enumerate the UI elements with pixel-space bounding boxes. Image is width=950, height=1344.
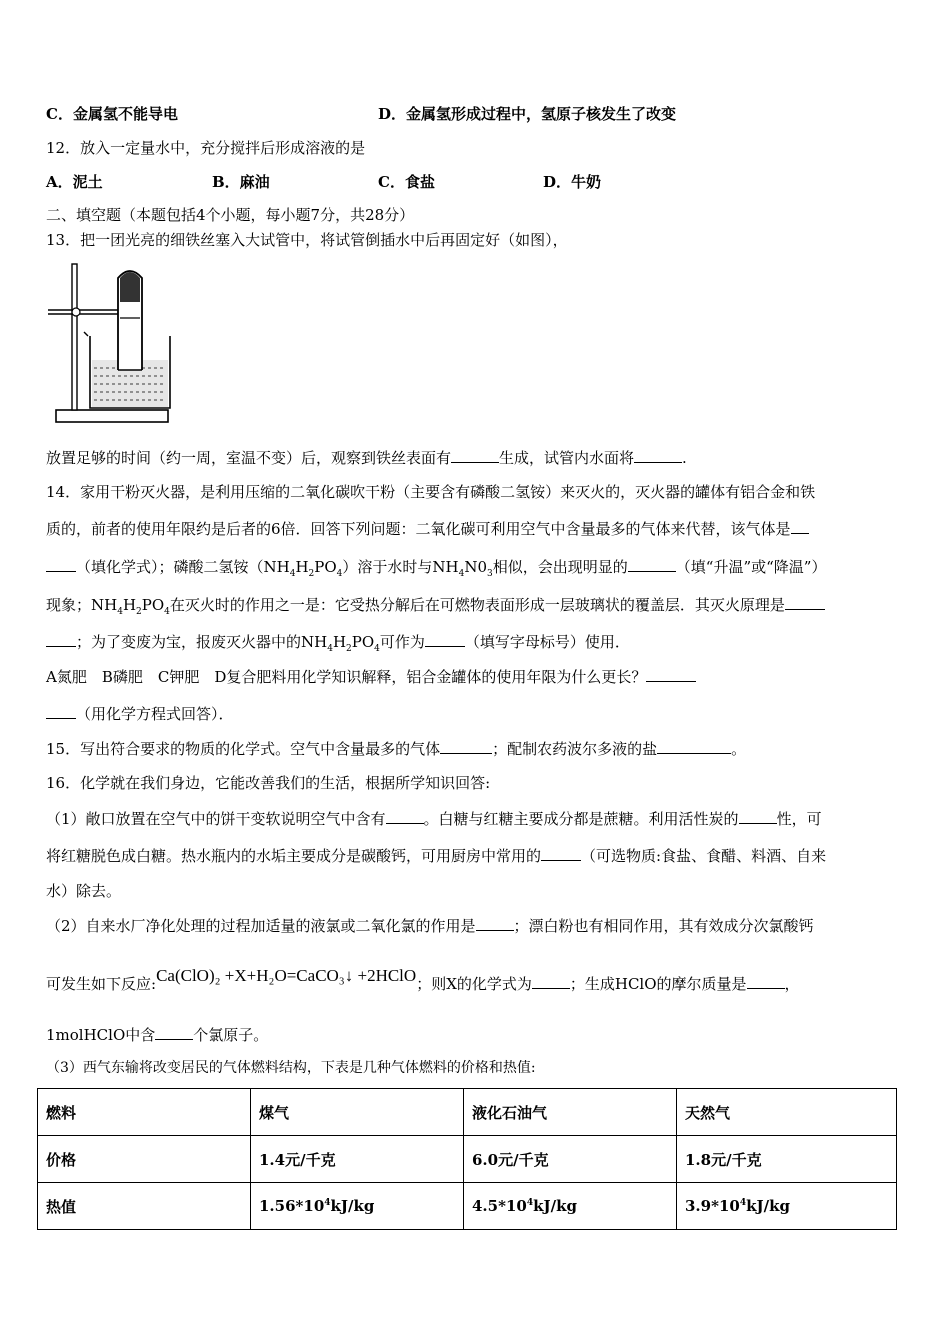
q14-text: 质的，前者的使用年限约是后者的6倍．回答下列问题：二氧化碳可利用空气中含量最多的气体来代替，该气体是 bbox=[46, 520, 791, 538]
q14-answer-blank-3b[interactable] bbox=[46, 632, 76, 647]
q16-answer-blank-5[interactable] bbox=[532, 974, 570, 989]
q14-text: （填“升温”或“降温”） bbox=[675, 558, 827, 576]
q14-answer-blank-4[interactable] bbox=[425, 632, 465, 647]
q16-text: 1molHClO中含 bbox=[46, 1026, 156, 1044]
question-14-line-5 bbox=[46, 631, 630, 654]
option-11d: D．金属氢形成过程中，氢原子核发生了改变 bbox=[378, 105, 677, 123]
q16-answer-blank-7[interactable] bbox=[155, 1025, 193, 1040]
table-cell: 热值 bbox=[38, 1183, 251, 1230]
q14-text: （填化学式）；磷酸二氢铵（NH bbox=[76, 558, 290, 576]
q16-answer-blank-2[interactable] bbox=[739, 809, 777, 824]
q14-text: H bbox=[122, 596, 137, 614]
q16-text: 将红糖脱色成白糖。热水瓶内的水垢主要成分是碳酸钙，可用厨房中常用的 bbox=[46, 847, 542, 865]
table-cell: 1.8元/千克 bbox=[677, 1136, 897, 1183]
q14-text: 现象；NH bbox=[46, 596, 118, 614]
option-12b: B．麻油 bbox=[212, 173, 270, 191]
test-tube-apparatus-figure bbox=[44, 258, 174, 430]
q16-answer-blank-1[interactable] bbox=[386, 809, 424, 824]
q14-text: H bbox=[332, 633, 347, 651]
subscript: 4 bbox=[458, 569, 465, 579]
exponent: 4 bbox=[324, 1198, 331, 1208]
chemical-equation: Ca(ClO)₂ +X+H₂O=CaCO₃↓ +2HClO bbox=[156, 966, 417, 985]
table-row bbox=[38, 1089, 897, 1136]
subscript: 2 bbox=[308, 569, 315, 579]
heat-unit: kJ/kg bbox=[533, 1197, 577, 1215]
q14-text: ；为了变废为宝，报废灭火器中的NH bbox=[76, 633, 328, 651]
question-16-line-4 bbox=[46, 915, 814, 936]
q16-answer-blank-3[interactable] bbox=[541, 846, 581, 861]
q14-text: PO bbox=[141, 596, 165, 614]
q14-answer-blank-3a[interactable] bbox=[785, 595, 825, 610]
table-cell bbox=[464, 1183, 677, 1230]
q14-text: 相似，会出现明显的 bbox=[492, 558, 628, 576]
heat-unit: kJ/kg bbox=[746, 1197, 790, 1215]
heat-value: 3.9*10 bbox=[685, 1197, 740, 1215]
q16-text: （1）敞口放置在空气中的饼干变软说明空气中含有 bbox=[46, 810, 386, 828]
table-cell: 天然气 bbox=[677, 1089, 897, 1136]
table-cell: 6.0元/千克 bbox=[464, 1136, 677, 1183]
q15-answer-blank-1[interactable] bbox=[440, 739, 492, 754]
subscript: 4 bbox=[289, 569, 296, 579]
q13-answer-blank-1[interactable] bbox=[451, 448, 499, 463]
question-16-line-3: 水）除去。 bbox=[46, 882, 122, 900]
q14-answer-blank-1b[interactable] bbox=[46, 557, 76, 572]
q16-text: 。白糖与红糖主要成分都是蔗糖。利用活性炭的 bbox=[423, 810, 739, 828]
q14-text: 在灭火时的作用之一是：它受热分解后在可燃物表面形成一层玻璃状的覆盖层．其灭火原理是 bbox=[169, 596, 785, 614]
q13-answer-blank-2[interactable] bbox=[634, 448, 682, 463]
q16-text: ， bbox=[784, 975, 800, 993]
question-16-line-1 bbox=[46, 808, 822, 829]
q14-text: A氮肥 B磷肥 C钾肥 D复合肥料用化学知识解释，铝合金罐体的使用年限为什么更长？ bbox=[46, 668, 647, 686]
question-14-line-1: 14．家用干粉灭火器，是利用压缩的二氧化碳吹干粉（主要含有磷酸二氢铵）来灭火的，灭火器的罐体有铝合金和铁 bbox=[46, 483, 816, 501]
question-14-line-3 bbox=[46, 556, 826, 579]
q13-text-1: 放置足够的时间（约一周，室温不变）后，观察到铁丝表面有 bbox=[46, 449, 452, 467]
heat-value: 4.5*10 bbox=[472, 1197, 527, 1215]
subscript: 3 bbox=[487, 569, 493, 579]
exponent: 4 bbox=[739, 1198, 747, 1208]
question-16-line-7: （3）西气东输将改变居民的气体燃料结构，下表是几种气体燃料的价格和热值: bbox=[46, 1060, 536, 1076]
question-16: 16．化学就在我们身边，它能改善我们的生活，根据所学知识回答: bbox=[46, 774, 491, 792]
question-13: 13．把一团光亮的细铁丝塞入大试管中，将试管倒插水中后再固定好（如图）， bbox=[46, 231, 568, 249]
q15-answer-blank-2[interactable] bbox=[657, 739, 731, 754]
table-cell bbox=[677, 1183, 897, 1230]
subscript: 4 bbox=[374, 644, 380, 654]
q16-text: 性，可 bbox=[776, 810, 822, 828]
q14-answer-blank-2[interactable] bbox=[628, 557, 676, 572]
q14-answer-blank-1a[interactable] bbox=[791, 519, 809, 534]
table-cell: 煤气 bbox=[251, 1089, 464, 1136]
question-16-line-5 bbox=[46, 966, 800, 994]
q15-text: ；配制农药波尔多液的盐 bbox=[492, 740, 658, 758]
heat-unit: kJ/kg bbox=[330, 1197, 375, 1215]
question-13-blank bbox=[46, 447, 687, 468]
subscript: 4 bbox=[117, 607, 123, 617]
subscript: 4 bbox=[164, 607, 170, 617]
q15-text: 。 bbox=[731, 740, 747, 758]
subscript: 4 bbox=[336, 569, 343, 579]
q16-text: ；漂白粉也有相同作用，其有效成分次氯酸钙 bbox=[513, 917, 814, 935]
q14-text: （用化学方程式回答）． bbox=[76, 705, 234, 723]
subscript: 2 bbox=[346, 644, 352, 654]
subscript: 2 bbox=[136, 607, 142, 617]
table-cell: 1.4元/千克 bbox=[251, 1136, 464, 1183]
q14-text: H bbox=[295, 558, 309, 576]
q16-answer-blank-6[interactable] bbox=[747, 974, 785, 989]
q14-answer-blank-5b[interactable] bbox=[46, 704, 76, 719]
table-cell: 液化石油气 bbox=[464, 1089, 677, 1136]
question-14-line-2 bbox=[46, 518, 809, 539]
option-12d: D．牛奶 bbox=[543, 173, 602, 191]
q14-text: 可作为 bbox=[379, 633, 425, 651]
q14-text: PO bbox=[314, 558, 337, 576]
question-14-line-6 bbox=[46, 666, 696, 687]
q14-text: PO bbox=[351, 633, 375, 651]
option-12c: C．食盐 bbox=[378, 173, 435, 191]
q14-text: （填写字母标号）使用． bbox=[464, 633, 630, 651]
option-12a: A．泥土 bbox=[46, 173, 103, 191]
question-15 bbox=[46, 738, 746, 759]
table-row bbox=[38, 1183, 897, 1230]
q16-text: 可发生如下反应: bbox=[46, 975, 157, 993]
q13-text-3: . bbox=[682, 449, 687, 467]
table-cell bbox=[251, 1183, 464, 1230]
table-cell: 价格 bbox=[38, 1136, 251, 1183]
q14-text: ）溶于水时与NH bbox=[342, 558, 459, 576]
q16-text: （可选物质:食盐、食醋、料酒、自来 bbox=[581, 847, 827, 865]
question-16-line-6 bbox=[46, 1024, 268, 1045]
q16-answer-blank-4[interactable] bbox=[476, 916, 514, 931]
question-12: 12．放入一定量水中，充分搅拌后形成溶液的是 bbox=[46, 139, 366, 157]
section-heading: 二、填空题（本题包括4个小题，每小题7分，共28分） bbox=[46, 206, 415, 224]
question-16-line-2 bbox=[46, 845, 826, 866]
table-row bbox=[38, 1136, 897, 1183]
question-14-line-7 bbox=[46, 703, 234, 724]
q16-text: 个氯原子。 bbox=[193, 1026, 269, 1044]
q16-text: ；生成HClO的摩尔质量是 bbox=[569, 975, 747, 993]
q14-answer-blank-5a[interactable] bbox=[646, 667, 696, 682]
q14-text: N0 bbox=[464, 558, 488, 576]
q13-text-2: 生成，试管内水面将 bbox=[499, 449, 635, 467]
table-cell: 燃料 bbox=[38, 1089, 251, 1136]
heat-value: 1.56*10 bbox=[259, 1197, 325, 1215]
fuel-price-table bbox=[37, 1088, 897, 1230]
exponent: 4 bbox=[526, 1198, 534, 1208]
subscript: 4 bbox=[327, 644, 333, 654]
q16-text: ；则X的化学式为 bbox=[416, 975, 532, 993]
q16-text: （2）自来水厂净化处理的过程加适量的液氯或二氧化氯的作用是 bbox=[46, 917, 476, 935]
q15-text: 15．写出符合要求的物质的化学式。空气中含量最多的气体 bbox=[46, 740, 441, 758]
question-14-line-4 bbox=[46, 594, 825, 617]
option-11c: C．金属氢不能导电 bbox=[46, 105, 178, 123]
